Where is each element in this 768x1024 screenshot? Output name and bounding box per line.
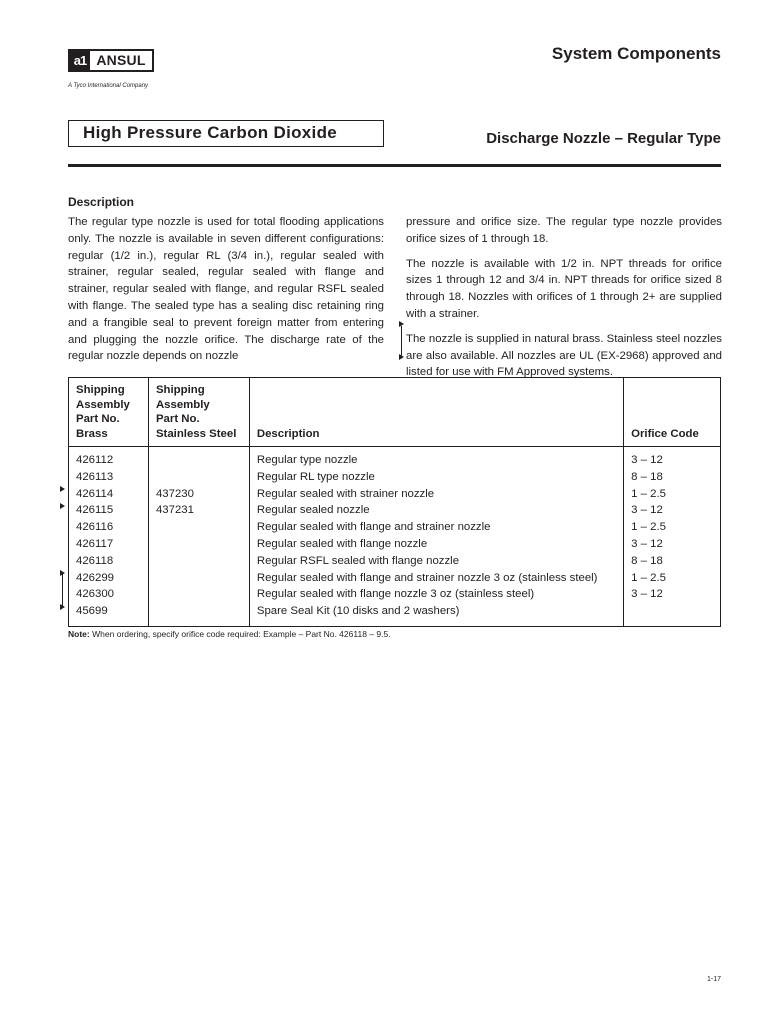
cell-orifice: 3 – 12 <box>624 447 721 469</box>
cell-brass: 426113 <box>69 469 149 486</box>
table-header-row <box>69 378 721 447</box>
table-row <box>69 469 721 486</box>
description-paragraph: The nozzle is available with 1/2 in. NPT threads for orifice sizes 1 through 12 and 3/4 in. NPT threads for orifice sized 8 through 18. Nozzles with orifices of 1 through 2+ are supplied with a strainer. <box>406 257 722 320</box>
cell-orifice: 3 – 12 <box>624 586 721 603</box>
cell-orifice: 1 – 2.5 <box>624 519 721 536</box>
cell-orifice: 1 – 2.5 <box>624 486 721 503</box>
revision-arrow-icon <box>60 486 65 492</box>
description-paragraph: The regular type nozzle is used for total flooding applications only. The nozzle is available in seven different configurations: regular (1/2 in.), regular RL (3/4 in.), regular sealed with strainer, regular sealed, regular sealed with flange and strainer, regular sealed with flange, and regular RSFL sealed with flange. The sealed type has a sealing disc retaining ring and a frangible seal to prevent foreign matter from entering and plugging the nozzle orifice. The discharge rate of the regular nozzle depends on nozzle <box>68 216 384 363</box>
cell-stainless <box>148 586 249 603</box>
cell-brass: 426118 <box>69 553 149 570</box>
cell-description: Regular sealed with strainer nozzle <box>249 486 623 503</box>
cell-stainless: 437230 <box>148 486 249 503</box>
cell-description: Regular sealed nozzle <box>249 502 623 519</box>
logo-text: ANSUL <box>96 52 146 68</box>
cell-stainless: 437231 <box>148 502 249 519</box>
table-row <box>69 502 721 519</box>
table-row <box>69 603 721 626</box>
document-subtitle: Discharge Nozzle – Regular Type <box>486 130 721 147</box>
header-stainless: Shipping Assembly Part No. Stainless Steel <box>148 378 249 447</box>
cell-description: Regular sealed with flange nozzle <box>249 536 623 553</box>
description-paragraph: The nozzle is supplied in natural brass. Stainless steel nozzles are also available. All nozzles are UL (EX-2968) approved and listed for use with FM Approved systems. <box>406 332 722 379</box>
cell-description: Regular sealed with flange and strainer nozzle <box>249 519 623 536</box>
cell-description: Regular sealed with flange and strainer nozzle 3 oz (stainless steel) <box>249 570 623 587</box>
revision-arrow-icon <box>60 604 65 610</box>
description-paragraph: pressure and orifice size. The regular type nozzle provides orifice sizes of 1 through 18. <box>406 216 722 245</box>
cell-stainless <box>148 603 249 626</box>
cell-orifice <box>624 603 721 626</box>
document-title: High Pressure Carbon Dioxide <box>68 120 384 147</box>
table-row <box>69 553 721 570</box>
cell-brass: 45699 <box>69 603 149 626</box>
table-row <box>69 519 721 536</box>
cell-description: Regular RL type nozzle <box>249 469 623 486</box>
revision-arrow-icon <box>399 354 404 360</box>
cell-brass: 426114 <box>69 486 149 503</box>
cell-orifice: 8 – 18 <box>624 553 721 570</box>
ansul-logo <box>68 49 154 72</box>
cell-description: Regular sealed with flange nozzle 3 oz (stainless steel) <box>249 586 623 603</box>
cell-stainless <box>148 553 249 570</box>
cell-description: Regular type nozzle <box>249 447 623 469</box>
cell-stainless <box>148 469 249 486</box>
ordering-note: Note: When ordering, specify orifice code required: Example – Part No. 426118 – 9.5. <box>68 629 391 639</box>
cell-brass: 426112 <box>69 447 149 469</box>
cell-brass: 426299 <box>69 570 149 587</box>
revision-bar <box>62 573 63 607</box>
description-left-column <box>68 214 384 373</box>
revision-arrow-icon <box>60 503 65 509</box>
cell-orifice: 3 – 12 <box>624 536 721 553</box>
cell-brass: 426117 <box>69 536 149 553</box>
table-row <box>69 447 721 469</box>
header-orifice-code: Orifice Code <box>624 378 721 447</box>
cell-orifice: 8 – 18 <box>624 469 721 486</box>
cell-brass: 426115 <box>69 502 149 519</box>
table-row <box>69 536 721 553</box>
cell-brass: 426116 <box>69 519 149 536</box>
cell-stainless <box>148 536 249 553</box>
header-brass: Shipping Assembly Part No. Brass <box>69 378 149 447</box>
cell-stainless <box>148 447 249 469</box>
table-row <box>69 570 721 587</box>
header-divider <box>68 164 721 167</box>
page-number: 1-17 <box>706 976 721 983</box>
cell-stainless <box>148 519 249 536</box>
parts-table <box>68 377 721 627</box>
header-description: Description <box>249 378 623 447</box>
logo-tagline: A Tyco International Company <box>68 83 149 89</box>
cell-stainless <box>148 570 249 587</box>
logo-mark: a1 <box>70 51 90 70</box>
table-row <box>69 486 721 503</box>
description-heading: Description <box>68 195 135 209</box>
cell-description: Regular RSFL sealed with flange nozzle <box>249 553 623 570</box>
cell-orifice: 1 – 2.5 <box>624 570 721 587</box>
table-row <box>69 586 721 603</box>
cell-brass: 426300 <box>69 586 149 603</box>
description-right-column <box>406 214 722 389</box>
cell-orifice: 3 – 12 <box>624 502 721 519</box>
cell-description: Spare Seal Kit (10 disks and 2 washers) <box>249 603 623 626</box>
section-header: System Components <box>551 44 721 63</box>
